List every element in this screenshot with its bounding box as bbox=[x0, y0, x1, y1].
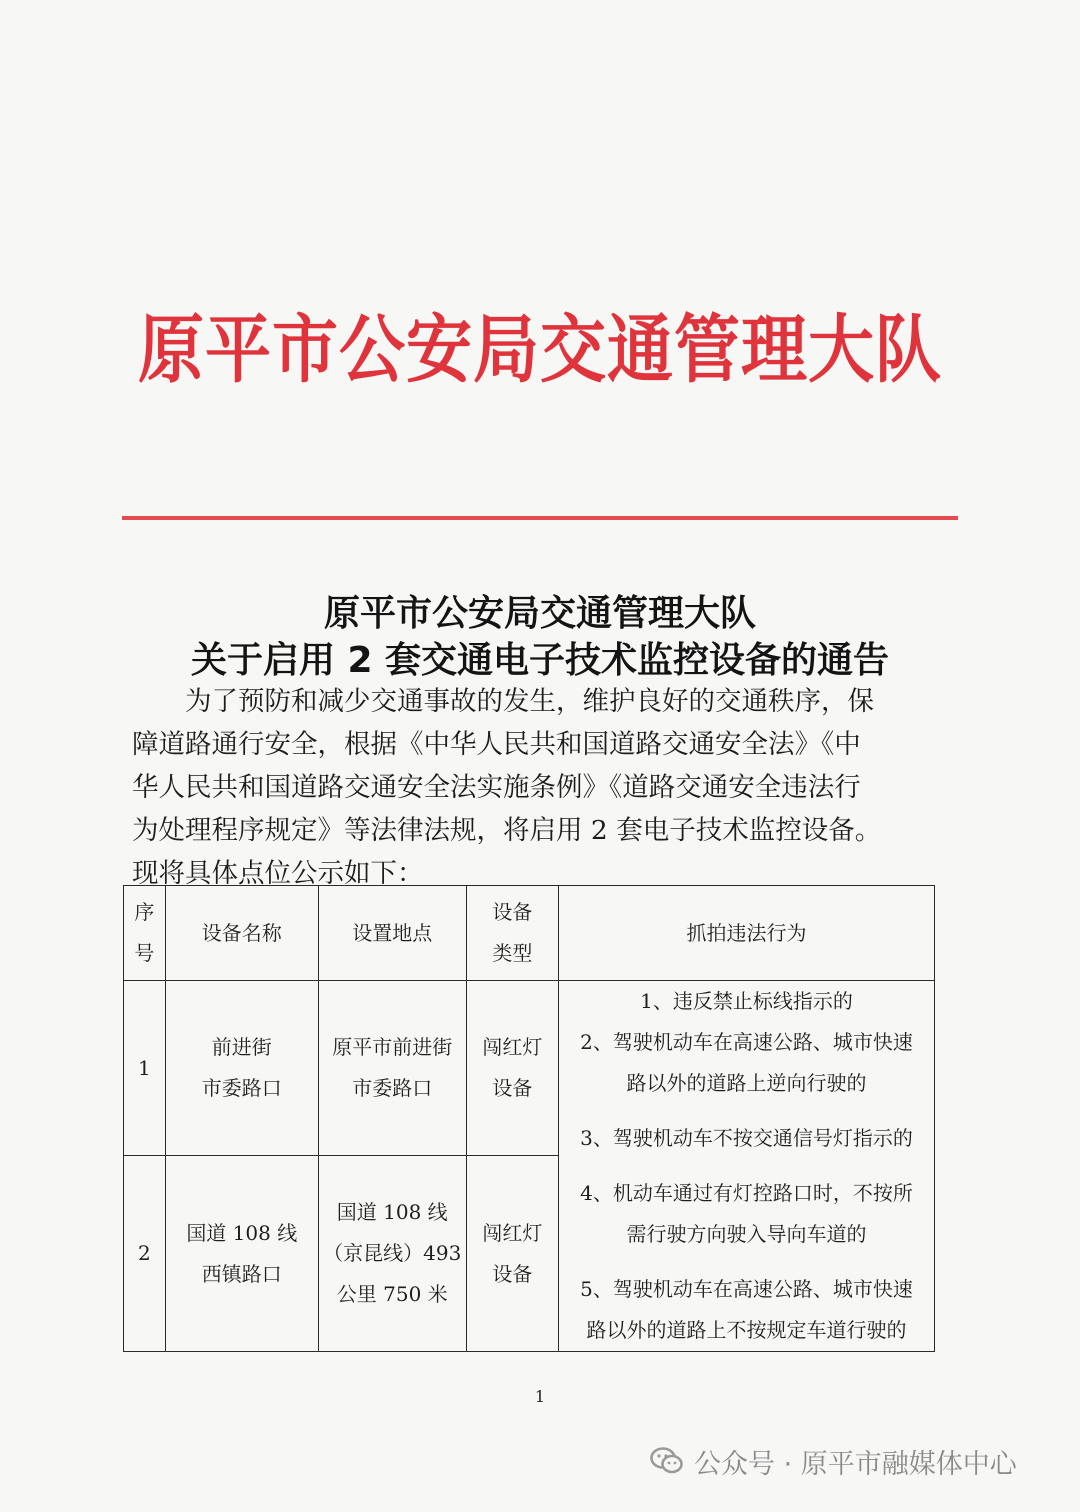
cell-device-type: 闯红灯 设备 bbox=[466, 1156, 558, 1352]
notice-paragraph bbox=[132, 680, 938, 895]
violation-item: 4、机动车通过有灯控路口时，不按所 bbox=[580, 1181, 913, 1205]
violation-item: 2、驾驶机动车在高速公路、城市快速 bbox=[580, 1030, 913, 1054]
letterhead-title: 原平市公安局交通管理大队 bbox=[138, 305, 942, 394]
cell-device-name: 国道 108 线 西镇路口 bbox=[165, 1156, 318, 1352]
cell-device-type: 闯红灯 设备 bbox=[466, 981, 558, 1156]
header-seq: 序 号 bbox=[124, 886, 166, 981]
page-number: 1 bbox=[534, 1387, 546, 1406]
equipment-table bbox=[123, 885, 935, 1352]
paragraph-line: 为了预防和减少交通事故的发生，维护良好的交通秩序，保 bbox=[185, 686, 874, 717]
violation-item: 1、违反禁止标线指示的 bbox=[640, 989, 853, 1013]
violation-item: 路以外的道路上不按规定车道行驶的 bbox=[586, 1318, 907, 1342]
cell-location: 原平市前进街 市委路口 bbox=[318, 981, 466, 1156]
header-device-type: 设备 类型 bbox=[466, 886, 558, 981]
cell-violations bbox=[559, 981, 935, 1352]
cell-device-name: 前进街 市委路口 bbox=[165, 981, 318, 1156]
cell-seq: 1 bbox=[124, 981, 166, 1156]
header-location: 设置地点 bbox=[318, 886, 466, 981]
watermark-text: 公众号 · 原平市融媒体中心 bbox=[694, 1448, 1017, 1480]
paragraph-line: 为处理程序规定》等法律法规，将启用 2 套电子技术监控设备。 bbox=[132, 815, 882, 846]
paragraph-line: 华人民共和国道路交通安全法实施条例》《道路交通安全违法行 bbox=[132, 772, 861, 803]
header-violations: 抓拍违法行为 bbox=[559, 886, 935, 981]
table-header-row bbox=[124, 886, 935, 981]
header-device-name: 设备名称 bbox=[165, 886, 318, 981]
cell-seq: 2 bbox=[124, 1156, 166, 1352]
violation-item: 5、驾驶机动车在高速公路、城市快速 bbox=[580, 1277, 913, 1301]
violation-item: 路以外的道路上逆向行驶的 bbox=[626, 1071, 867, 1095]
wechat-official-account-icon bbox=[650, 1446, 684, 1476]
source-watermark bbox=[650, 1441, 1017, 1481]
table-row bbox=[124, 981, 935, 1156]
notice-title-line2: 关于启用 2 套交通电子技术监控设备的通告 bbox=[190, 640, 890, 681]
violation-item: 需行驶方向驶入导向车道的 bbox=[626, 1222, 867, 1246]
violation-item: 3、驾驶机动车不按交通信号灯指示的 bbox=[580, 1126, 913, 1150]
notice-title-line1: 原平市公安局交通管理大队 bbox=[323, 593, 756, 634]
paragraph-line: 现将具体点位公示如下： bbox=[132, 858, 424, 889]
letterhead-red-rule bbox=[122, 516, 958, 520]
paragraph-line: 障道路通行安全，根据《中华人民共和国道路交通安全法》《中 bbox=[132, 729, 861, 760]
cell-location: 国道 108 线 （京昆线）493 公里 750 米 bbox=[318, 1156, 466, 1352]
